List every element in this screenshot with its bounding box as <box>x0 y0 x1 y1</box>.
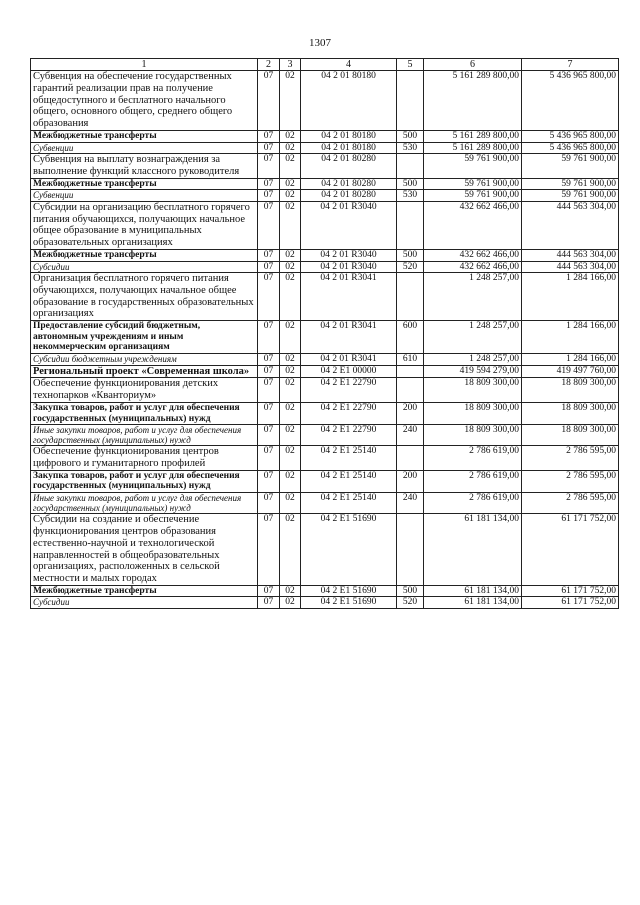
amount-year2-cell: 2 786 595,00 <box>522 446 619 471</box>
section-code-cell: 07 <box>258 142 280 154</box>
table-row <box>31 249 619 261</box>
table-row <box>31 402 619 424</box>
table-row <box>31 365 619 378</box>
expense-type-cell <box>397 71 424 131</box>
target-article-cell: 04 2 01 R3041 <box>301 321 397 354</box>
amount-year1-cell: 1 248 257,00 <box>424 273 522 321</box>
amount-year2-cell: 1 284 166,00 <box>522 273 619 321</box>
target-article-cell: 04 2 01 R3040 <box>301 261 397 273</box>
expense-type-cell: 530 <box>397 142 424 154</box>
amount-year2-cell: 61 171 752,00 <box>522 585 619 597</box>
subsection-code-cell: 02 <box>280 514 301 586</box>
target-article-cell: 04 2 01 80280 <box>301 154 397 179</box>
section-code-cell: 07 <box>258 514 280 586</box>
amount-year2-cell: 5 436 965 800,00 <box>522 71 619 131</box>
amount-year1-cell: 2 786 619,00 <box>424 470 522 492</box>
amount-year1-cell: 61 181 134,00 <box>424 514 522 586</box>
section-code-cell: 07 <box>258 321 280 354</box>
expense-type-cell <box>397 446 424 471</box>
header-row <box>31 59 619 71</box>
expense-type-cell: 520 <box>397 597 424 609</box>
amount-year2-cell: 18 809 300,00 <box>522 378 619 403</box>
table-row <box>31 273 619 321</box>
expense-type-cell: 600 <box>397 321 424 354</box>
amount-year1-cell: 5 161 289 800,00 <box>424 130 522 142</box>
column-header: 3 <box>280 59 301 71</box>
subsection-code-cell: 02 <box>280 402 301 424</box>
table-row <box>31 154 619 179</box>
section-code-cell: 07 <box>258 425 280 446</box>
amount-year2-cell: 5 436 965 800,00 <box>522 130 619 142</box>
table-row <box>31 201 619 249</box>
subsection-code-cell: 02 <box>280 201 301 249</box>
subsection-code-cell: 02 <box>280 71 301 131</box>
amount-year2-cell: 1 284 166,00 <box>522 354 619 366</box>
amount-year1-cell: 1 248 257,00 <box>424 354 522 366</box>
target-article-cell: 04 2 01 R3040 <box>301 201 397 249</box>
table-row <box>31 446 619 471</box>
subsection-code-cell: 02 <box>280 261 301 273</box>
column-header: 4 <box>301 59 397 71</box>
amount-year2-cell: 2 786 595,00 <box>522 470 619 492</box>
subsection-code-cell: 02 <box>280 446 301 471</box>
table-row <box>31 597 619 609</box>
subsection-code-cell: 02 <box>280 190 301 202</box>
expense-type-cell <box>397 154 424 179</box>
column-header: 5 <box>397 59 424 71</box>
subsection-code-cell: 02 <box>280 585 301 597</box>
target-article-cell: 04 2 E1 25140 <box>301 493 397 514</box>
amount-year2-cell: 18 809 300,00 <box>522 425 619 446</box>
row-name-cell: Субвенция на выплату вознаграждения за выполнение функций классного руководителя <box>31 154 258 179</box>
row-name-cell: Обеспечение функционирования детских технопарков «Кванториум» <box>31 378 258 403</box>
row-name-cell: Обеспечение функционирования центров цифрового и гуманитарного профилей <box>31 446 258 471</box>
target-article-cell: 04 2 E1 25140 <box>301 446 397 471</box>
expense-type-cell <box>397 514 424 586</box>
table-row <box>31 425 619 446</box>
table-row <box>31 261 619 273</box>
amount-year2-cell: 419 497 760,00 <box>522 365 619 378</box>
amount-year2-cell: 444 563 304,00 <box>522 249 619 261</box>
row-name-cell: Субсидии на создание и обеспечение функционирования центров образования естественно-научной и технологической направленностей в общеобразовательных организациях, расположенных в сельской местности и малых городах <box>31 514 258 586</box>
amount-year1-cell: 419 594 279,00 <box>424 365 522 378</box>
expense-type-cell: 500 <box>397 249 424 261</box>
expense-type-cell: 200 <box>397 402 424 424</box>
section-code-cell: 07 <box>258 190 280 202</box>
amount-year1-cell: 59 761 900,00 <box>424 178 522 190</box>
table-row <box>31 321 619 354</box>
subsection-code-cell: 02 <box>280 365 301 378</box>
target-article-cell: 04 2 E1 00000 <box>301 365 397 378</box>
amount-year1-cell: 59 761 900,00 <box>424 154 522 179</box>
expense-type-cell <box>397 378 424 403</box>
expense-type-cell <box>397 365 424 378</box>
amount-year1-cell: 18 809 300,00 <box>424 425 522 446</box>
amount-year1-cell: 432 662 466,00 <box>424 249 522 261</box>
expense-type-cell: 500 <box>397 178 424 190</box>
target-article-cell: 04 2 E1 51690 <box>301 597 397 609</box>
row-name-cell: Межбюджетные трансферты <box>31 130 258 142</box>
table-row <box>31 142 619 154</box>
section-code-cell: 07 <box>258 273 280 321</box>
table-row <box>31 470 619 492</box>
section-code-cell: 07 <box>258 178 280 190</box>
amount-year2-cell: 59 761 900,00 <box>522 178 619 190</box>
row-name-cell: Субвенции <box>31 190 258 202</box>
table-row <box>31 585 619 597</box>
expense-type-cell: 500 <box>397 585 424 597</box>
table-row <box>31 130 619 142</box>
expense-type-cell: 200 <box>397 470 424 492</box>
amount-year2-cell: 444 563 304,00 <box>522 201 619 249</box>
subsection-code-cell: 02 <box>280 470 301 492</box>
expense-type-cell <box>397 201 424 249</box>
target-article-cell: 04 2 01 80280 <box>301 178 397 190</box>
row-name-cell: Субвенции <box>31 142 258 154</box>
amount-year1-cell: 59 761 900,00 <box>424 190 522 202</box>
section-code-cell: 07 <box>258 354 280 366</box>
table-row <box>31 354 619 366</box>
row-name-cell: Субвенция на обеспечение государственных гарантий реализации прав на получение общедоступного и бесплатного начального общего, основного общего, среднего общего образования <box>31 71 258 131</box>
target-article-cell: 04 2 01 R3040 <box>301 249 397 261</box>
column-header: 2 <box>258 59 280 71</box>
section-code-cell: 07 <box>258 130 280 142</box>
expense-type-cell: 520 <box>397 261 424 273</box>
section-code-cell: 07 <box>258 378 280 403</box>
row-name-cell: Межбюджетные трансферты <box>31 249 258 261</box>
amount-year2-cell: 61 171 752,00 <box>522 514 619 586</box>
subsection-code-cell: 02 <box>280 354 301 366</box>
target-article-cell: 04 2 01 R3041 <box>301 273 397 321</box>
amount-year2-cell: 59 761 900,00 <box>522 154 619 179</box>
target-article-cell: 04 2 01 80180 <box>301 71 397 131</box>
amount-year1-cell: 1 248 257,00 <box>424 321 522 354</box>
section-code-cell: 07 <box>258 402 280 424</box>
amount-year2-cell: 61 171 752,00 <box>522 597 619 609</box>
target-article-cell: 04 2 E1 22790 <box>301 402 397 424</box>
subsection-code-cell: 02 <box>280 130 301 142</box>
expense-type-cell <box>397 273 424 321</box>
table-row <box>31 493 619 514</box>
section-code-cell: 07 <box>258 249 280 261</box>
section-code-cell: 07 <box>258 71 280 131</box>
table-row <box>31 178 619 190</box>
amount-year1-cell: 432 662 466,00 <box>424 201 522 249</box>
row-name-cell: Закупка товаров, работ и услуг для обеспечения государственных (муниципальных) нужд <box>31 402 258 424</box>
expense-type-cell: 240 <box>397 493 424 514</box>
row-name-cell: Межбюджетные трансферты <box>31 585 258 597</box>
row-name-cell: Иные закупки товаров, работ и услуг для обеспечения государственных (муниципальных) нужд <box>31 425 258 446</box>
subsection-code-cell: 02 <box>280 425 301 446</box>
expense-type-cell: 530 <box>397 190 424 202</box>
row-name-cell: Субсидии на организацию бесплатного горячего питания обучающихся, получающих начальное общее образование в муниципальных образовательных организациях <box>31 201 258 249</box>
expense-type-cell: 240 <box>397 425 424 446</box>
table-row <box>31 514 619 586</box>
subsection-code-cell: 02 <box>280 142 301 154</box>
column-header: 7 <box>522 59 619 71</box>
amount-year2-cell: 59 761 900,00 <box>522 190 619 202</box>
target-article-cell: 04 2 01 80180 <box>301 142 397 154</box>
amount-year1-cell: 2 786 619,00 <box>424 493 522 514</box>
column-header: 6 <box>424 59 522 71</box>
section-code-cell: 07 <box>258 585 280 597</box>
row-name-cell: Предоставление субсидий бюджетным, автономным учреждениям и иным некоммерческим организациям <box>31 321 258 354</box>
section-code-cell: 07 <box>258 493 280 514</box>
target-article-cell: 04 2 E1 22790 <box>301 378 397 403</box>
subsection-code-cell: 02 <box>280 273 301 321</box>
target-article-cell: 04 2 E1 25140 <box>301 470 397 492</box>
table-row <box>31 378 619 403</box>
subsection-code-cell: 02 <box>280 493 301 514</box>
section-code-cell: 07 <box>258 201 280 249</box>
amount-year1-cell: 5 161 289 800,00 <box>424 142 522 154</box>
section-code-cell: 07 <box>258 446 280 471</box>
target-article-cell: 04 2 E1 22790 <box>301 425 397 446</box>
section-code-cell: 07 <box>258 261 280 273</box>
table-row <box>31 71 619 131</box>
amount-year1-cell: 61 181 134,00 <box>424 585 522 597</box>
row-name-cell: Субсидии <box>31 597 258 609</box>
subsection-code-cell: 02 <box>280 597 301 609</box>
target-article-cell: 04 2 01 R3041 <box>301 354 397 366</box>
amount-year2-cell: 1 284 166,00 <box>522 321 619 354</box>
target-article-cell: 04 2 E1 51690 <box>301 514 397 586</box>
amount-year2-cell: 2 786 595,00 <box>522 493 619 514</box>
section-code-cell: 07 <box>258 470 280 492</box>
row-name-cell: Региональный проект «Современная школа» <box>31 365 258 378</box>
amount-year2-cell: 18 809 300,00 <box>522 402 619 424</box>
section-code-cell: 07 <box>258 154 280 179</box>
amount-year1-cell: 61 181 134,00 <box>424 597 522 609</box>
row-name-cell: Организация бесплатного горячего питания обучающихся, получающих начальное общее образование в государственных образовательных организациях <box>31 273 258 321</box>
row-name-cell: Межбюджетные трансферты <box>31 178 258 190</box>
amount-year2-cell: 5 436 965 800,00 <box>522 142 619 154</box>
table-row <box>31 190 619 202</box>
target-article-cell: 04 2 01 80180 <box>301 130 397 142</box>
amount-year1-cell: 18 809 300,00 <box>424 378 522 403</box>
subsection-code-cell: 02 <box>280 249 301 261</box>
section-code-cell: 07 <box>258 597 280 609</box>
amount-year2-cell: 444 563 304,00 <box>522 261 619 273</box>
row-name-cell: Субсидии бюджетным учреждениям <box>31 354 258 366</box>
target-article-cell: 04 2 E1 51690 <box>301 585 397 597</box>
page-number: 1307 <box>309 37 331 49</box>
column-header: 1 <box>31 59 258 71</box>
subsection-code-cell: 02 <box>280 154 301 179</box>
section-code-cell: 07 <box>258 365 280 378</box>
row-name-cell: Иные закупки товаров, работ и услуг для обеспечения государственных (муниципальных) нужд <box>31 493 258 514</box>
budget-table <box>30 58 619 609</box>
row-name-cell: Закупка товаров, работ и услуг для обеспечения государственных (муниципальных) нужд <box>31 470 258 492</box>
subsection-code-cell: 02 <box>280 321 301 354</box>
row-name-cell: Субсидии <box>31 261 258 273</box>
expense-type-cell: 500 <box>397 130 424 142</box>
amount-year1-cell: 2 786 619,00 <box>424 446 522 471</box>
amount-year1-cell: 18 809 300,00 <box>424 402 522 424</box>
amount-year1-cell: 5 161 289 800,00 <box>424 71 522 131</box>
amount-year1-cell: 432 662 466,00 <box>424 261 522 273</box>
target-article-cell: 04 2 01 80280 <box>301 190 397 202</box>
expense-type-cell: 610 <box>397 354 424 366</box>
subsection-code-cell: 02 <box>280 178 301 190</box>
subsection-code-cell: 02 <box>280 378 301 403</box>
